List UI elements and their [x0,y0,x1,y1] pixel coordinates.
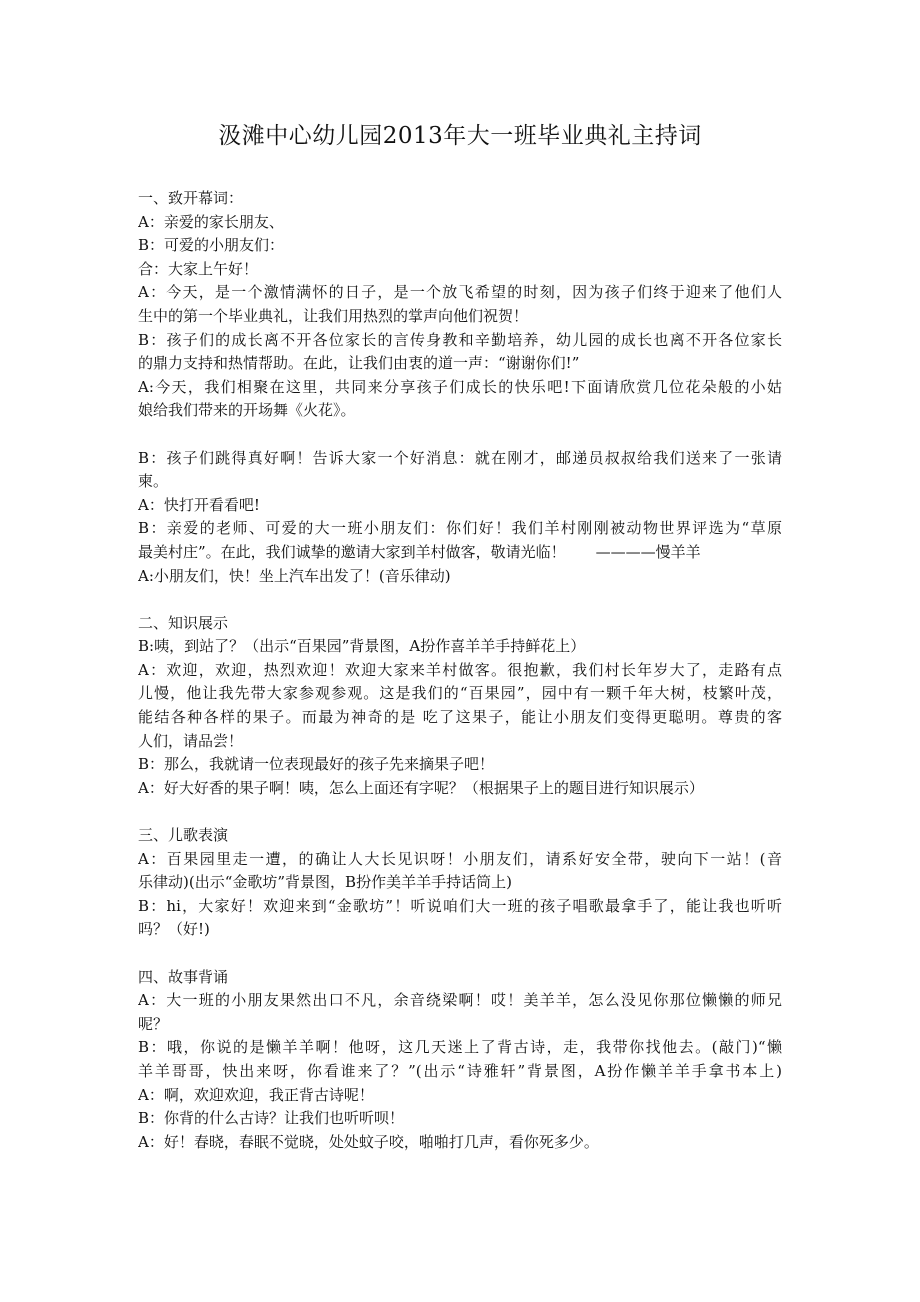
text-line: 合：大家上午好！ [138,259,259,278]
text-line: B：hi，大家好！欢迎来到“金歌坊”！听说咱们大一班的孩子唱歌最拿手了，能让我也听听 [138,896,782,915]
text-line: A：亲爱的家长朋友、 [138,212,284,231]
blank-line [138,423,782,447]
blank-line [138,588,782,612]
text-line: B：孩子们的成长离不开各位家长的言传身教和辛勤培养，幼儿园的成长也离不开各位家长 [138,330,782,349]
document-title: 汲滩中心幼儿园2013年大一班毕业典礼主持词 [218,123,702,149]
document-body [138,187,782,1154]
text-line: A:今天，我们相聚在这里，共同来分享孩子们成长的快乐吧!下面请欣赏几位花朵般的小姑 [138,377,782,396]
text-line: 生中的第一个毕业典礼，让我们用热烈的掌声向他们祝贺！ [138,306,529,325]
text-line: B：哦，你说的是懒羊羊啊！他呀，这几天迷上了背古诗，走，我带你找他去。(敲门)“懒 [138,1038,782,1057]
text-line: 四、故事背诵 [138,967,229,986]
text-line: 三、儿歌表演 [138,826,229,845]
text-line: 吗？（好!) [138,920,210,939]
blank-line [138,942,782,966]
text-line: A：百果园里走一遭，的确让人大长见识呀！小朋友们，请系好安全带，驶向下一站！(音 [138,849,782,868]
text-line: 柬。 [138,472,169,491]
text-line: B：孩子们跳得真好啊！告诉大家一个好消息：就在刚才，邮递员叔叔给我们送来了一张请 [138,448,782,467]
text-line: 乐律动)(出示“金歌坊”背景图，B扮作美羊羊手持话筒上) [138,873,512,892]
text-line: A:小朋友们，快！坐上汽车出发了！(音乐律动) [138,566,451,585]
text-line: 儿慢，他让我先带大家参观参观。这是我们的“百果园”，园中有一颗千年大树，枝繁叶茂， [138,684,782,703]
text-line: 最美村庄”。在此，我们诚挚的邀请大家到羊村做客，敬请光临！ ————慢羊羊 [138,542,701,561]
text-line: 二、知识展示 [138,613,229,632]
text-line: B：那么，我就请一位表现最好的孩子先来摘果子吧！ [138,755,495,774]
text-line: B:咦，到站了？（出示“百果园”背景图，A扮作喜羊羊手持鲜花上） [138,637,586,656]
text-line: 羊羊哥哥，快出来呀，你看谁来了？”(出示“诗雅轩”背景图，A扮作懒羊羊手拿书本上) [138,1061,782,1080]
text-line: A：快打开看看吧! [138,495,260,514]
text-line: 人们，请品尝！ [138,731,244,750]
blank-line [138,800,782,824]
text-line: A：欢迎，欢迎，热烈欢迎！欢迎大家来羊村做客。很抱歉，我们村长年岁大了，走路有点 [138,660,782,679]
text-line: A：啊，欢迎欢迎，我正背古诗呢！ [138,1085,374,1104]
text-line: 能结各种各样的果子。而最为神奇的是 吃了这果子，能让小朋友们变得更聪明。尊贵的客 [138,708,782,727]
text-line: 呢？ [138,1014,169,1033]
text-line: 的鼎力支持和热情帮助。在此，让我们由衷的道一声：“谢谢你们!” [138,354,580,373]
text-line: 娘给我们带来的开场舞《火花》。 [138,401,356,420]
text-line: A：大一班的小朋友果然出口不凡，余音绕梁啊！哎！美羊羊，怎么没见你那位懒懒的师兄 [138,991,782,1010]
text-line: B：可爱的小朋友们： [138,236,285,255]
text-line: A：好！春晓，春眠不觉晓，处处蚊子咬，啪啪打几声，看你死多少。 [138,1132,599,1151]
text-line: 一、致开幕词： [138,189,244,207]
text-line: A：好大好香的果子啊！咦，怎么上面还有字呢？（根据果子上的题目进行知识展示） [138,778,704,797]
text-line: B：你背的什么古诗？让我们也听听呗！ [138,1109,405,1128]
text-line: B：亲爱的老师、可爱的大一班小朋友们：你们好！我们羊村刚刚被动物世界评选为“草原 [138,519,782,538]
text-line: A：今天，是一个激情满怀的日子，是一个放飞希望的时刻，因为孩子们终于迎来了他们人 [138,283,782,302]
